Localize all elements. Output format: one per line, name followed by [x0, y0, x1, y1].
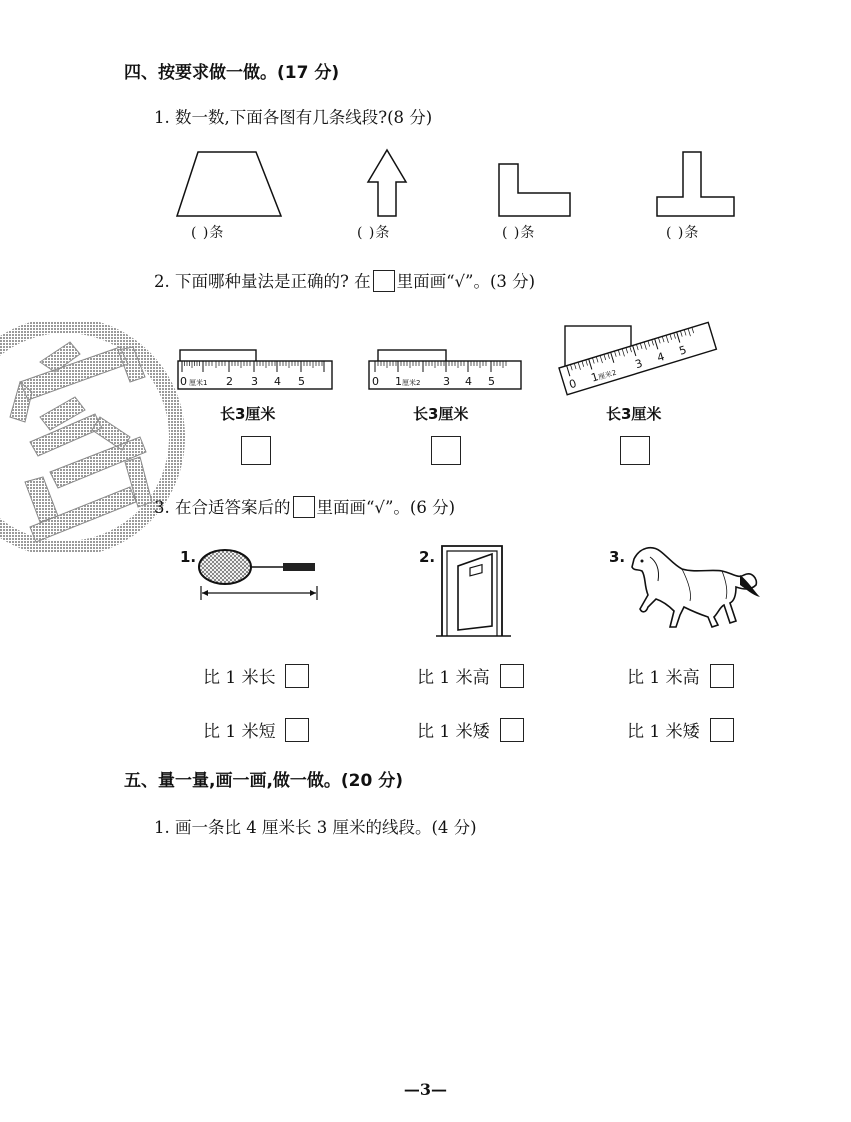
badminton-racket-icon — [195, 540, 325, 602]
q3-item3-box2[interactable] — [710, 718, 734, 742]
q3-item3-option1: 比 1 米高 — [627, 668, 700, 688]
ruler2-tick-4: 4 — [465, 375, 472, 388]
section5-title: 五、量一量,画一画,做一做。(20 分) — [124, 771, 404, 791]
ruler2-tick-2: 厘米2 — [402, 379, 421, 387]
q3-item1-option1: 比 1 米长 — [203, 668, 276, 688]
q2-text: 2. 下面哪种量法是正确的? 在 里面画“√”。(3 分) — [154, 272, 536, 291]
q3-item3-num: 3. — [609, 548, 626, 566]
q3-item1-option2: 比 1 米短 — [203, 722, 276, 742]
ruler1-tick-3: 3 — [251, 375, 258, 388]
ruler2-tick-3: 3 — [443, 375, 450, 388]
q3-item2-option2: 比 1 米矮 — [417, 722, 490, 742]
section4-title: 四、按要求做一做。(17 分) — [124, 63, 340, 83]
q1-shapes — [170, 146, 750, 222]
ruler1-caption: 长3厘米 — [220, 405, 276, 423]
page-number: —3— — [403, 1080, 448, 1099]
ruler1-tick-0: 0 — [180, 375, 187, 388]
ruler3-tick-4: 4 — [655, 350, 667, 365]
trapezoid-shape — [177, 152, 281, 216]
q3-item3-option2: 比 1 米矮 — [627, 722, 700, 742]
inline-box-icon — [373, 270, 395, 292]
ruler2-tick-5: 5 — [488, 375, 495, 388]
q2-answer-box-1[interactable] — [241, 436, 271, 465]
q1-text: 1. 数一数,下面各图有几条线段?(8 分) — [154, 108, 433, 127]
q2-answer-box-2[interactable] — [431, 436, 461, 465]
q3-item2-box1[interactable] — [500, 664, 524, 688]
q3-item3-box1[interactable] — [710, 664, 734, 688]
q1-blank-2[interactable]: ( )条 — [357, 225, 391, 241]
ruler1-tick-4: 4 — [274, 375, 281, 388]
ruler3-caption: 长3厘米 — [606, 405, 662, 423]
inline-box-icon — [293, 496, 315, 518]
ruler1-tick-5: 5 — [298, 375, 305, 388]
ruler3-tick-2: 厘米2 — [597, 368, 618, 382]
door-icon — [436, 540, 511, 638]
ruler3-tick-1: 1 — [589, 370, 601, 385]
q3-text: 3. 在合适答案后的 里面画“√”。(6 分) — [154, 498, 456, 517]
q3-item1-box2[interactable] — [285, 718, 309, 742]
ruler3-tick-3: 3 — [633, 356, 645, 372]
ruler1-tick-1: 厘米1 — [189, 379, 208, 387]
q3-item2-option1: 比 1 米高 — [417, 668, 490, 688]
ruler1-tick-2: 2 — [226, 375, 233, 388]
t-shape — [657, 152, 734, 216]
q3-item2-box2[interactable] — [500, 718, 524, 742]
q2-answer-box-3[interactable] — [620, 436, 650, 465]
ruler2-tick-1: 1 — [395, 375, 402, 388]
ruler2-caption: 长3厘米 — [413, 405, 469, 423]
q3-item1-box1[interactable] — [285, 664, 309, 688]
ruler-2 — [367, 348, 527, 394]
ruler3-tick-5: 5 — [677, 343, 689, 358]
ruler-1 — [176, 348, 336, 394]
q3-item2-num: 2. — [419, 548, 436, 566]
q3-item1-num: 1. — [180, 548, 197, 566]
q1-blank-3[interactable]: ( )条 — [502, 225, 536, 241]
q1-blank-4[interactable]: ( )条 — [666, 225, 700, 241]
q1-blank-1[interactable]: ( )条 — [191, 225, 225, 241]
l-shape — [499, 164, 570, 216]
horse-icon — [622, 541, 762, 633]
ruler3-tick-0: 0 — [567, 376, 579, 392]
ruler2-tick-0: 0 — [372, 375, 379, 388]
section5-q1-text: 1. 画一条比 4 厘米长 3 厘米的线段。(4 分) — [154, 818, 477, 837]
ruler-3 — [555, 318, 720, 398]
arrow-shape — [368, 150, 406, 216]
